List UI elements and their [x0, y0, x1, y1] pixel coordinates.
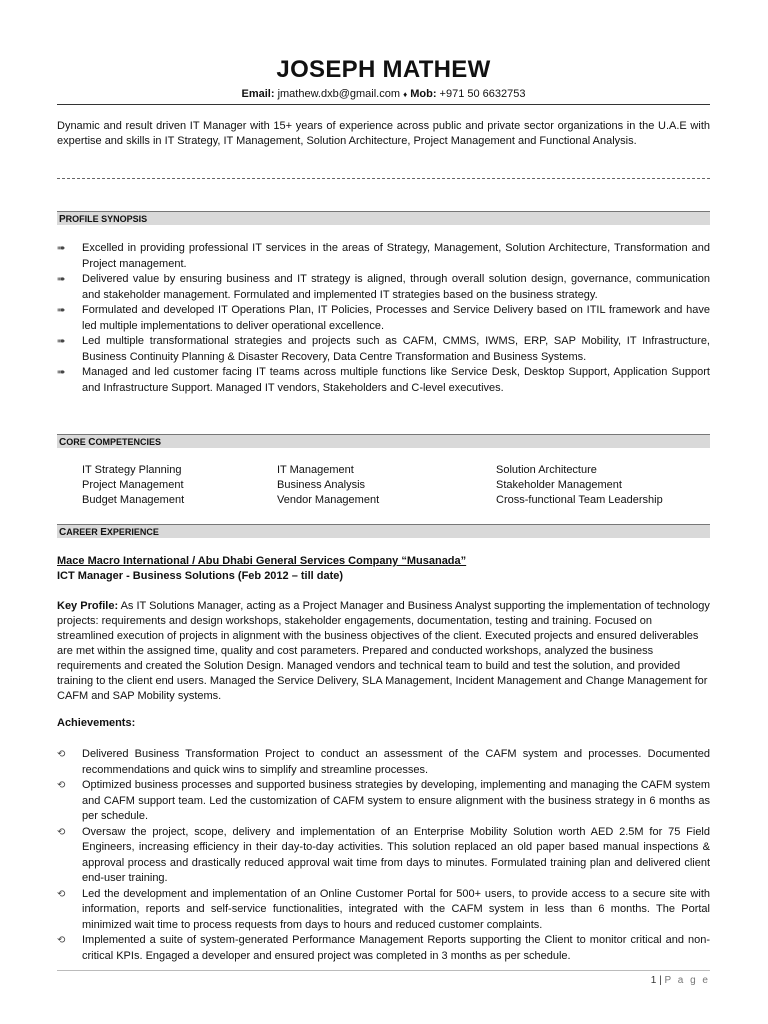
competency: Stakeholder Management: [496, 479, 622, 491]
footer-divider: [57, 970, 710, 971]
candidate-name: JOSEPH MATHEW: [276, 56, 491, 83]
circular-arrow-bullet-icon: ⟲: [57, 826, 66, 838]
mobile-label: Mob:: [410, 88, 437, 100]
section-heading-core-competencies: CORE COMPETENCIES: [57, 434, 710, 448]
competency: IT Management: [277, 464, 354, 476]
footer-separator: |: [659, 975, 662, 986]
list-item: ➠ Led multiple transformational strategies and projects such as CAFM, CMMS, IWMS, ERP, SAP Mobility, IT Infrastructure, Business Continuity Planning & Disaster Recovery, Data Centre Transformation and Business Systems.: [57, 335, 710, 363]
page-label: P a g e: [664, 975, 710, 986]
page-footer: [651, 975, 710, 986]
circular-arrow-bullet-icon: ⟲: [57, 780, 66, 791]
list-item: ⟲ Delivered Business Transformation Project to conduct an assessment of the CAFM system and processes. Documented recommendations and quick wins to simplify and streamline processes.: [57, 748, 710, 776]
intro-summary: Dynamic and result driven IT Manager with 15+ years of experience across public and private sector organizations in the U.A.E with expertise and skills in IT Strategy, IT Management, Solution Architecture, Project Management and Functional Analysis.: [57, 120, 710, 147]
email-label: Email:: [241, 88, 275, 100]
key-profile: [57, 599, 710, 704]
separator-icon: ♦: [403, 90, 408, 99]
circular-arrow-bullet-icon: ⟲: [57, 749, 66, 760]
section-heading-career-experience: CAREER EXPERIENCE: [57, 524, 710, 538]
section-heading-profile-synopsis: PROFILE SYNOPSIS: [57, 211, 710, 225]
dashed-divider: [57, 178, 710, 179]
header-divider: [57, 104, 710, 105]
competency: Solution Architecture: [496, 464, 597, 476]
mobile-number: +971 50 6632753: [439, 88, 526, 100]
company-name: Mace Macro International / Abu Dhabi General Services Company “Musanada”: [57, 555, 467, 567]
arrow-bullet-icon: ➠: [57, 305, 66, 316]
email-address: jmathew.dxb@gmail.com: [277, 88, 400, 100]
arrow-bullet-icon: ➠: [57, 336, 66, 347]
page-number: 1: [650, 975, 657, 986]
competency: Vendor Management: [277, 494, 380, 506]
key-profile-text: As IT Solutions Manager, acting as a Project Manager and Business Analyst supporting the implementation of technology projects: requirements and design workshops, stakeholder engagements, documentation, testing and training. Focused on streamlined execution of projects in alignment with the business objectives of the client. Executed projects and ensured deliverables are met within the assigned time, quality and cost parameters. Prepared and conducted workshops, analyzed the business requirements and created the Solution Design. Managed vendors and technical team to build and test the solution, and provided training to the client end users. Managed the Service Delivery, SLA Management, Incident Management and Change Management for CAFM and SAP Mobility systems.: [57, 600, 710, 702]
list-item: ⟲ Oversaw the project, scope, delivery and implementation of an Enterprise Mobility Solution worth AED 2.5M for 75 Field Engineers, increasing efficiency in their day-to-day activities. This solution replaced an old paper based manual inspections & approval process and drastically reduced approval wait time from days to minutes. Formulated training plan and delivered client end-user training.: [57, 825, 710, 884]
list-item: ⟲ Implemented a suite of system-generated Performance Management Reports supporting the Client to monitor critical and non-critical KPIs. Engaged a developer and ensured project was completed in 3 months as per schedule.: [57, 934, 710, 962]
competencies-row: [57, 478, 710, 493]
job-title: ICT Manager - Business Solutions (Feb 2012 – till date): [57, 570, 344, 582]
list-item: ➠ Excelled in providing professional IT services in the areas of Strategy, Management, Solution Architecture, Transformation and Project management.: [57, 242, 710, 270]
circular-arrow-bullet-icon: ⟲: [57, 888, 66, 900]
competencies-row: [57, 493, 710, 508]
competencies-row: [57, 463, 710, 478]
competencies-grid: [57, 463, 710, 508]
list-item: ⟲ Led the development and implementation of an Online Customer Portal for 500+ users, to provide access to a secure site with information, reports and self-service functionalities, integrated with the CAFM system in less than 6 months. The Portal minimized wait time to process requests from days to hours and reduced customer complaints.: [57, 887, 710, 931]
list-item: ➠ Delivered value by ensuring business and IT strategy is aligned, through overall solution design, governance, communication and stakeholder management. Formulated and implemented IT strategies based on the business strategy.: [57, 273, 710, 301]
competency: IT Strategy Planning: [82, 464, 182, 476]
achievements-heading: Achievements:: [57, 717, 136, 729]
list-item: ⟲ Optimized business processes and supported business strategies by developing, implementing and managing the CAFM system and CAFM support team. Led the customization of CAFM system to ensure alignment with the business strategy in 6 months as per schedule.: [57, 779, 710, 822]
competency: Cross-functional Team Leadership: [496, 494, 663, 506]
circular-arrow-bullet-icon: ⟲: [57, 935, 66, 946]
competency: Business Analysis: [277, 479, 366, 491]
list-item: ➠ Formulated and developed IT Operations Plan, IT Policies, Processes and Service Delivery based on ITIL framework and have led multiple implementations to deliver operational excellence.: [57, 304, 710, 332]
arrow-bullet-icon: ➠: [57, 367, 66, 378]
arrow-bullet-icon: ➠: [57, 274, 66, 285]
profile-synopsis-list: [57, 241, 710, 396]
arrow-bullet-icon: ➠: [57, 243, 66, 254]
contact-line: [57, 88, 710, 100]
key-profile-label: Key Profile:: [57, 600, 119, 612]
achievements-list: [57, 747, 710, 964]
competency: Project Management: [82, 479, 184, 491]
competency: Budget Management: [82, 494, 185, 506]
list-item: ➠ Managed and led customer facing IT teams across multiple functions like Service Desk, Desktop Support, Application Support and Infrastructure Support. Managed IT vendors, Stakeholders and C-level executives.: [57, 366, 710, 394]
